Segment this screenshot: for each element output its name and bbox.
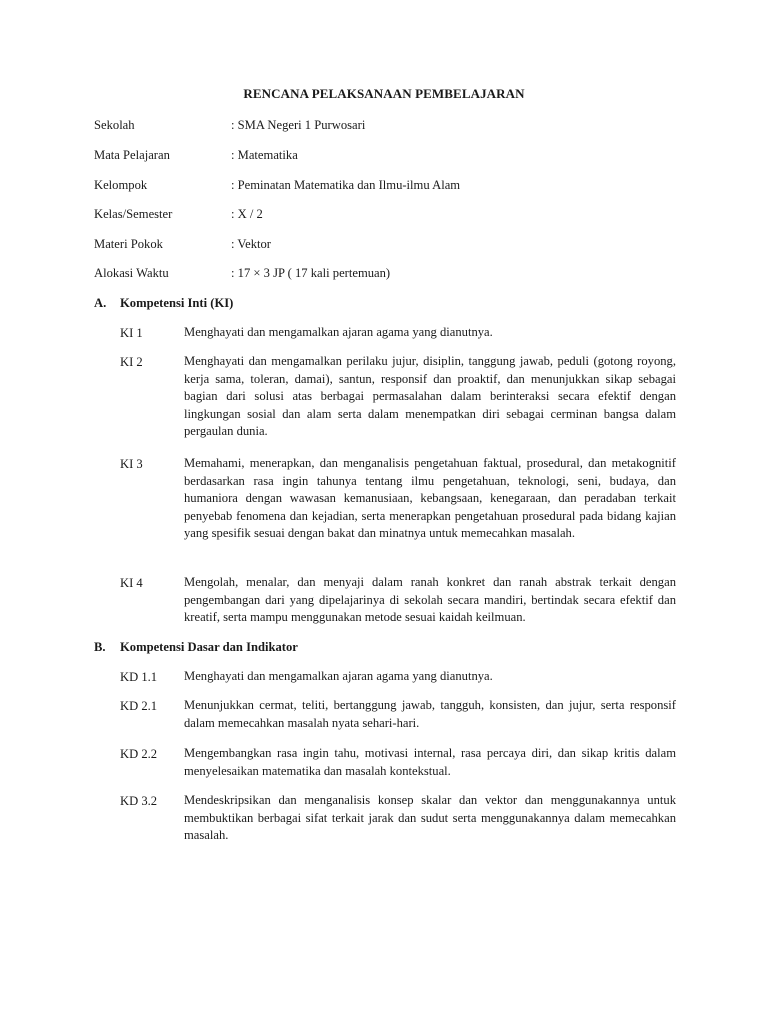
info-value: : 17 × 3 JP ( 17 kali pertemuan) bbox=[231, 266, 391, 280]
entry-code: KD 2.2 bbox=[120, 747, 158, 761]
section-title: Kompetensi Dasar dan Indikator bbox=[120, 640, 298, 654]
entry-code: KI 1 bbox=[120, 326, 143, 340]
section-title: Kompetensi Inti (KI) bbox=[120, 296, 234, 310]
info-label: Sekolah bbox=[94, 118, 135, 132]
entry-text: Menghayati dan mengamalkan perilaku jujur, disiplin, tanggung jawab, peduli (gotong royong, kerja sama, toleran, damai), santun, responsif dan proaktif, dan menunjukkan sikap sebagai bagian dari solusi atas berbagai permasalahan dalam berinteraksi secara efektif dengan lingkungan sosial dan alam serta dalam menempatkan diri sebagai cerminan bangsa dalam pergaulan dunia. bbox=[184, 354, 676, 438]
entry-code: KI 2 bbox=[120, 355, 143, 369]
entry-code: KD 1.1 bbox=[120, 670, 158, 684]
entry-code: KD 3.2 bbox=[120, 794, 158, 808]
section-a-heading bbox=[94, 294, 233, 312]
entry-code: KI 4 bbox=[120, 576, 143, 590]
info-label: Alokasi Waktu bbox=[94, 266, 169, 280]
info-label: Kelompok bbox=[94, 178, 148, 192]
entry-text: Mengolah, menalar, dan menyaji dalam ranah konkret dan ranah abstrak terkait dengan pengembangan dari yang dipelajarinya di sekolah secara mandiri, bertindak secara efektif dan kreatif, serta mampu menggunakan metode sesuai kaidah keilmuan. bbox=[184, 575, 676, 624]
info-label: Kelas/Semester bbox=[94, 207, 173, 221]
entry-code: KD 2.1 bbox=[120, 699, 158, 713]
entry-text: Menunjukkan cermat, teliti, bertanggung jawab, tangguh, konsisten, dan jujur, serta responsif dalam memecahkan masalah nyata sehari-hari. bbox=[184, 698, 676, 730]
entry-code: KI 3 bbox=[120, 457, 143, 471]
info-label: Materi Pokok bbox=[94, 237, 163, 251]
document-title: RENCANA PELAKSANAAN PEMBELAJARAN bbox=[243, 86, 525, 101]
entry-text: Menghayati dan mengamalkan ajaran agama yang dianutnya. bbox=[184, 669, 493, 683]
info-value: : SMA Negeri 1 Purwosari bbox=[231, 118, 366, 132]
info-value: : Matematika bbox=[231, 148, 298, 162]
entry-text: Menghayati dan mengamalkan ajaran agama yang dianutnya. bbox=[184, 325, 493, 339]
info-value: : Peminatan Matematika dan Ilmu-ilmu Alam bbox=[231, 178, 461, 192]
entry-text: Mengembangkan rasa ingin tahu, motivasi internal, rasa percaya diri, dan sikap kritis dalam menyelesaikan matematika dan masalah kontekstual. bbox=[184, 746, 676, 778]
info-value: : X / 2 bbox=[231, 207, 263, 221]
info-value: : Vektor bbox=[231, 237, 271, 251]
section-letter: B. bbox=[94, 640, 106, 654]
entry-text: Memahami, menerapkan, dan menganalisis pengetahuan faktual, prosedural, dan metakognitif berdasarkan rasa ingin tahunya tentang ilmu pengetahuan, teknologi, seni, budaya, dan humaniora dengan wawasan kemanusiaan, kebangsaan, kenegaraan, dan peradaban terkait penyebab fenomena dan kejadian, serta menerapkan pengetahuan prosedural pada bidang kajian yang spesifik sesuai dengan bakat dan minatnya untuk memecahkan masalah. bbox=[184, 456, 676, 540]
entry-text: Mendeskripsikan dan menganalisis konsep skalar dan vektor dan menggunakannya untuk membuktikan berbagai sifat terkait jarak dan sudut serta menggunakannya dalam memecahkan masalah. bbox=[184, 793, 676, 842]
info-label: Mata Pelajaran bbox=[94, 148, 170, 162]
section-letter: A. bbox=[94, 296, 107, 310]
section-b-heading bbox=[94, 638, 298, 656]
